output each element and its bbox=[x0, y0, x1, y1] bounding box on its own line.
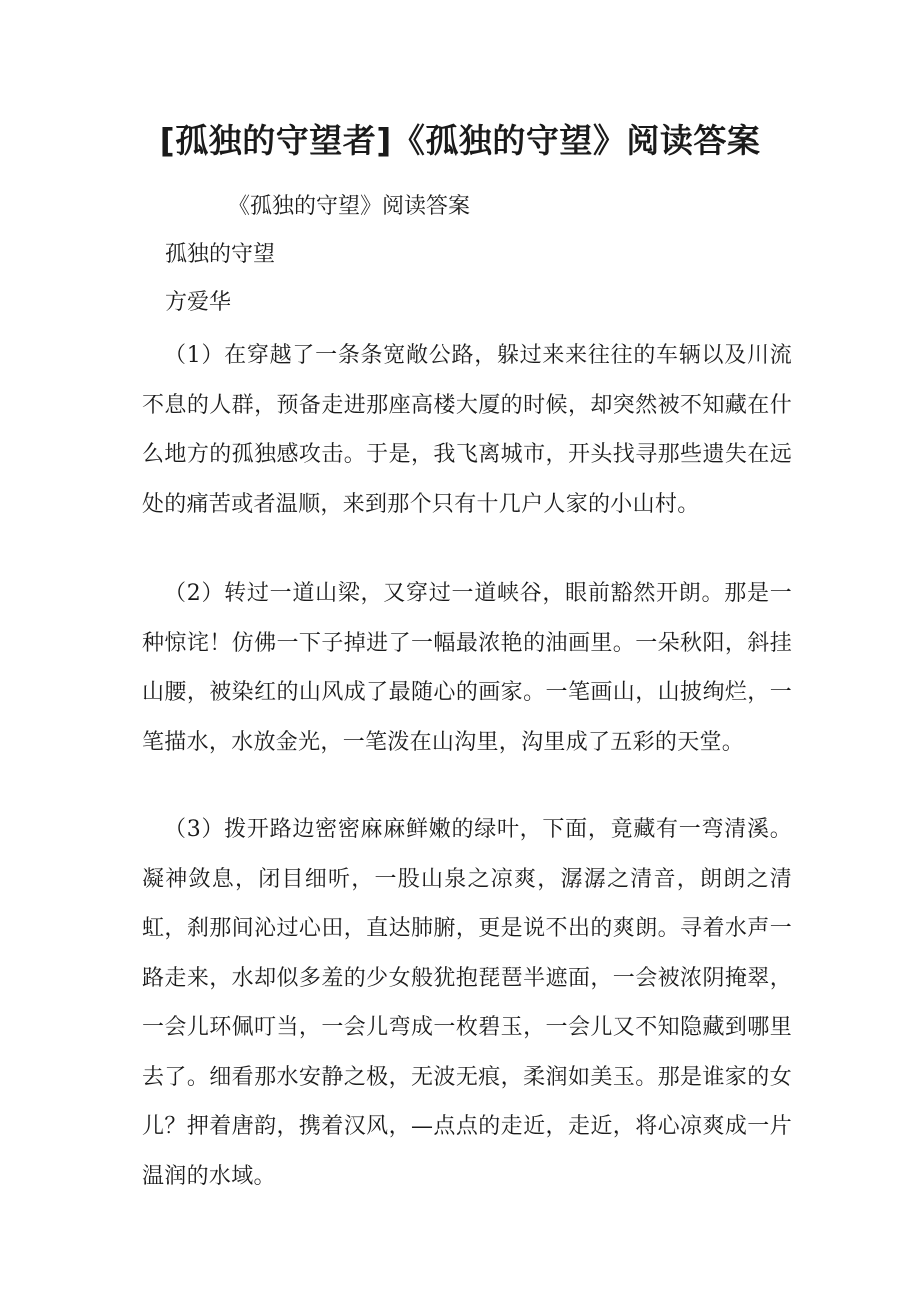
paragraph-3: （3）拨开路边密密麻麻鲜嫩的绿叶，下面，竟藏有一弯清溪。凝神敛息，闭目细听，一股山泉之凉爽，潺潺之清音，朗朗之清虹，刹那间沁过心田，直达肺腑，更是说不出的爽朗。寻着水声一路走来，水却似多羞的少女般犹抱琵琶半遮面，一会被浓阴掩翠，一会儿环佩叮当，一会儿弯成一枚碧玉，一会儿又不知隐藏到哪里去了。细看那水安静之极，无波无痕，柔润如美玉。那是谁家的女儿？押着唐韵，携着汉风，—点点的走近，走近，将心凉爽成一片温润的水域。 bbox=[142, 817, 792, 1189]
piece-title: 孤独的守望 bbox=[165, 242, 276, 267]
paragraph-1: （1）在穿越了一条条宽敞公路，躲过来来往往的车辆以及川流不息的人群，预备走进那座高楼大厦的时候，却突然被不知藏在什么地方的孤独感攻击。于是，我飞离城市，开头找寻那些遗失在远处的痛苦或者温顺，来到那个只有十几户人家的小山村。 bbox=[142, 343, 792, 517]
paragraph-2: （2）转过一道山梁，又穿过一道峡谷，眼前豁然开朗。那是一种惊诧！仿佛一下子掉进了一幅最浓艳的油画里。一朵秋阳，斜挂山腰，被染红的山风成了最随心的画家。一笔画山，山披绚烂，一笔描水，水放金光，一笔泼在山沟里，沟里成了五彩的天堂。 bbox=[142, 581, 792, 755]
author-name: 方爱华 bbox=[165, 290, 232, 315]
article-subtitle: 《孤独的守望》阅读答案 bbox=[228, 194, 471, 219]
document-title: [孤独的守望者]《孤独的守望》阅读答案 bbox=[159, 121, 761, 160]
